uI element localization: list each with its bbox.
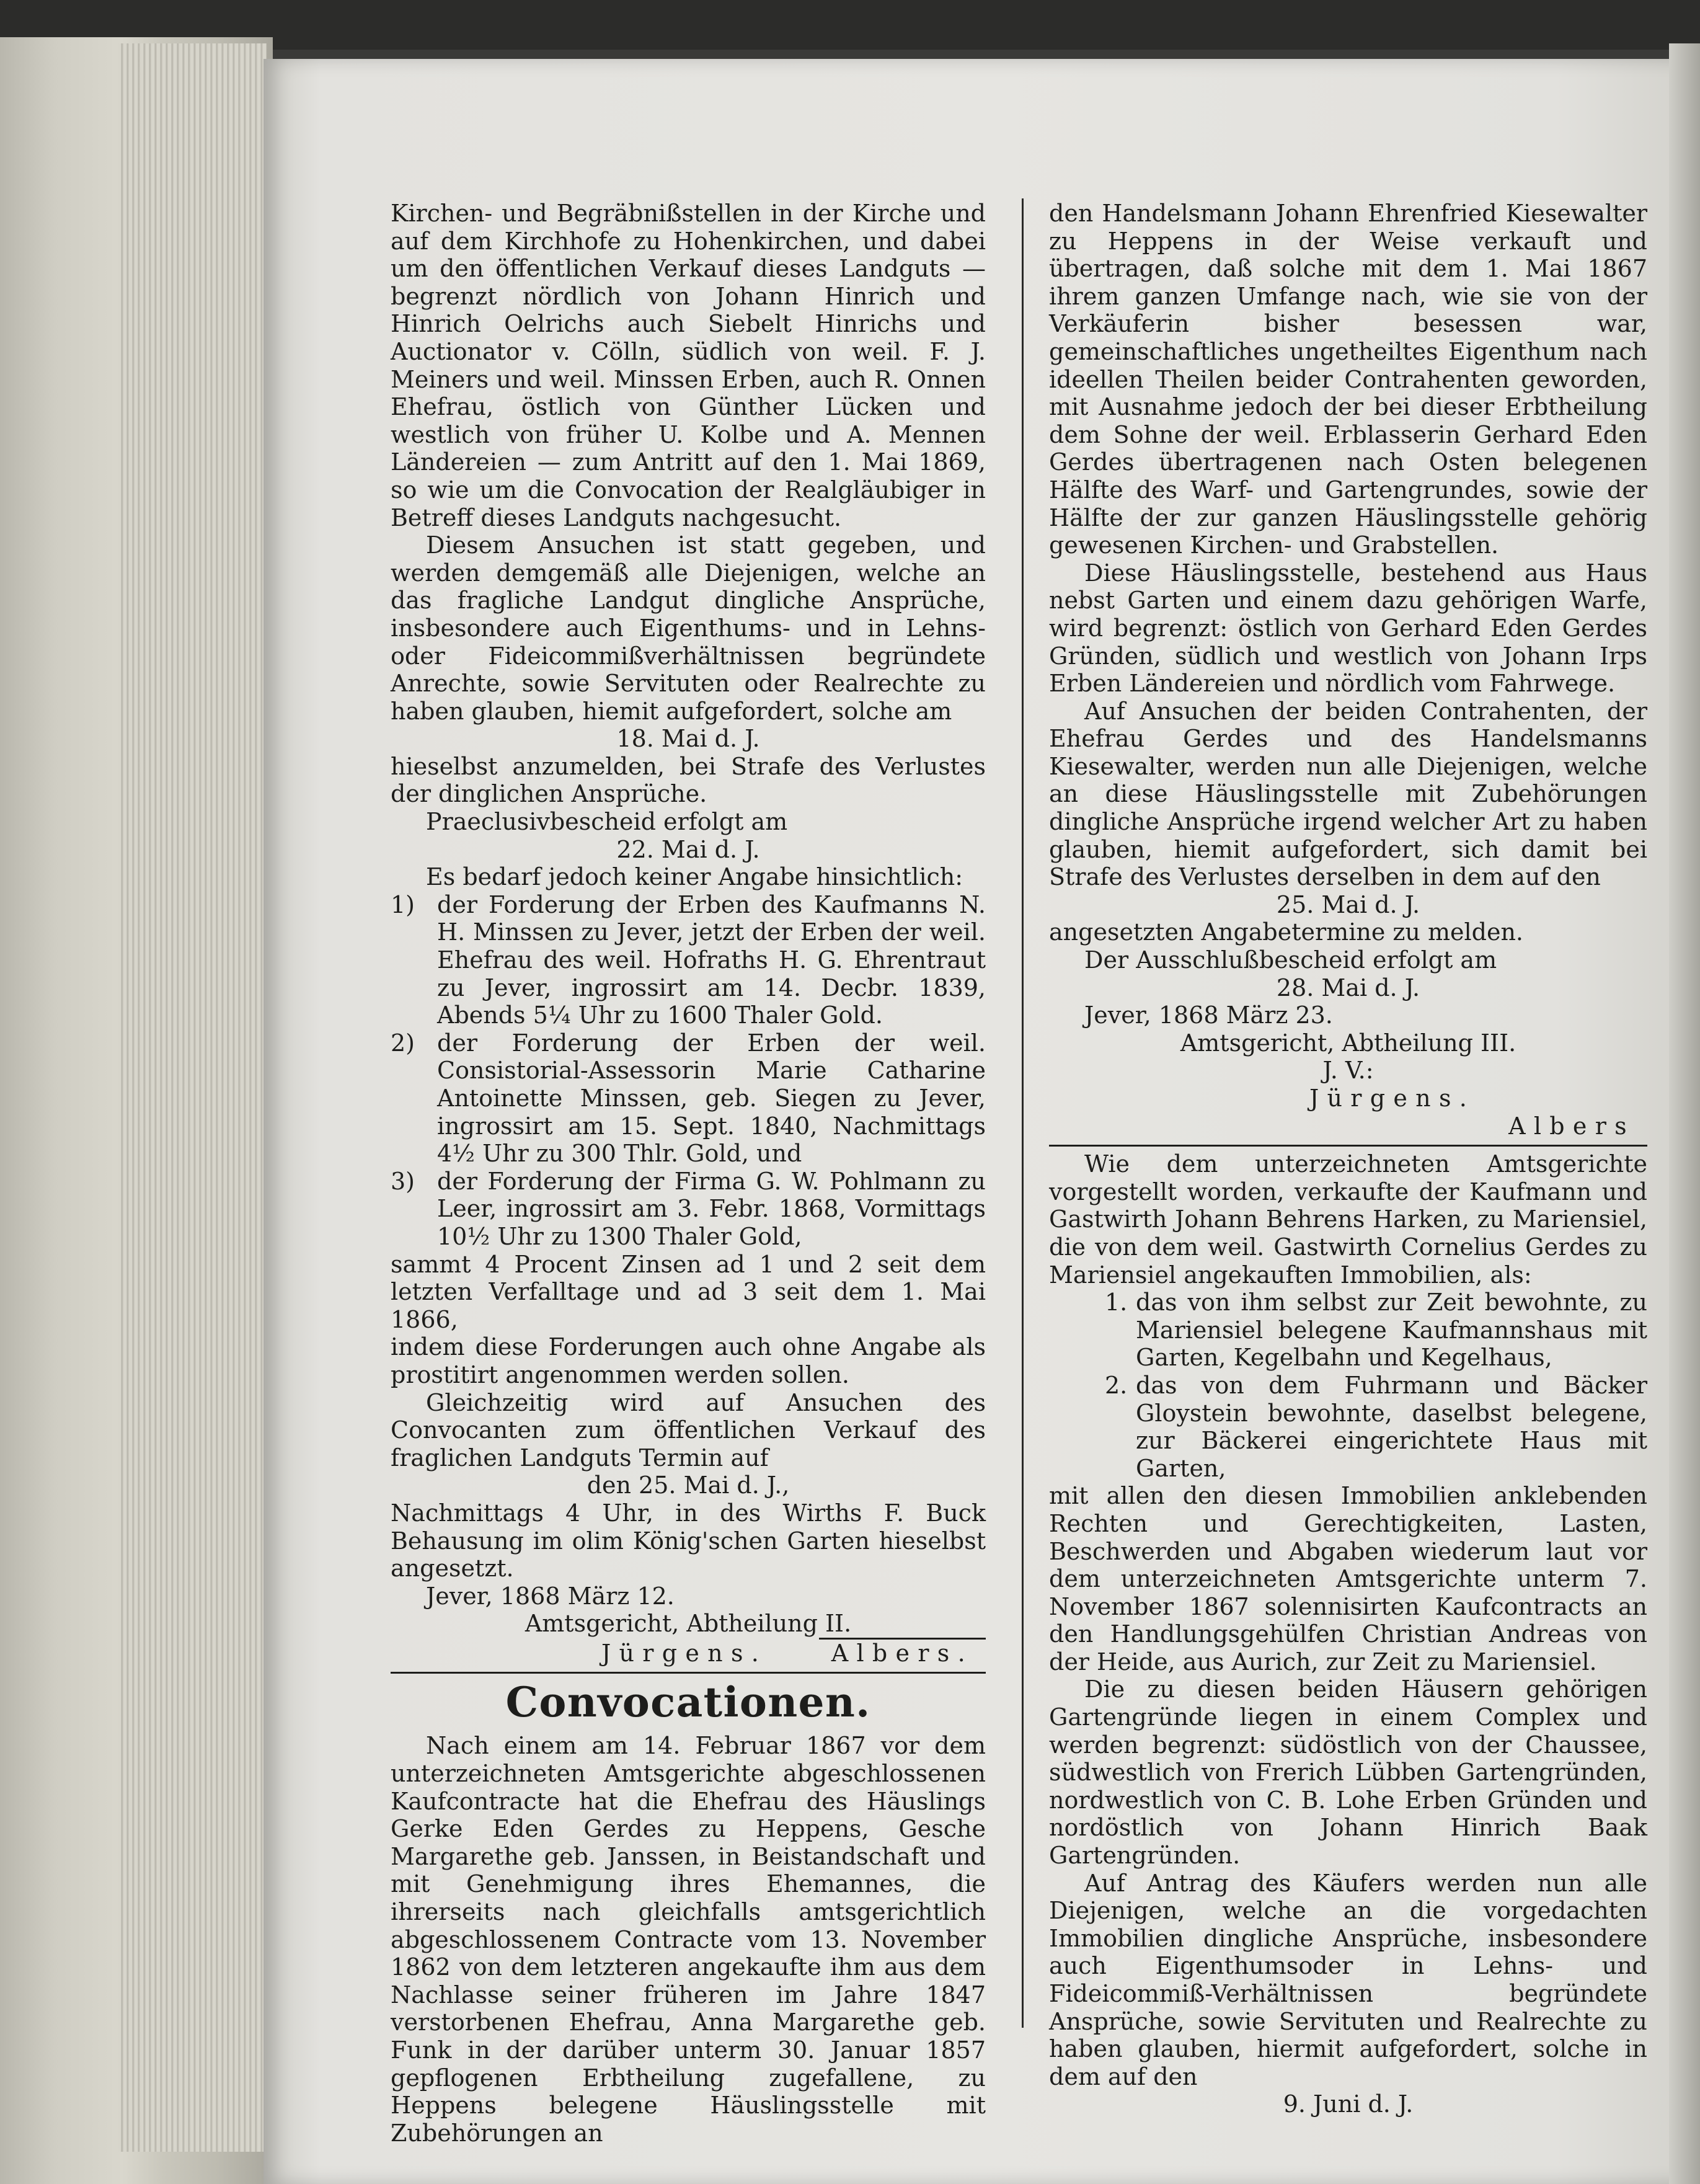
- page-right-edge: [1669, 43, 1700, 2184]
- list-item-text: der Forderung der Erben der weil. Consistorial-Assessorin Marie Catharine Antoinette Minssen, geb. Siegen zu Jever, ingrossirt am 15. Sept. 1840, Nachmittags 4½ Uhr zu 300 Thlr. Gold, und: [437, 1029, 986, 1168]
- left-paragraph-6: sammt 4 Procent Zinsen ad 1 und 2 seit dem letzten Verfalltage und ad 3 seit dem 1. Mai 1866,: [391, 1250, 986, 1333]
- left-paragraph-3: hieselbst anzumelden, bei Strafe des Verlustes der dinglichen Ansprüche.: [391, 752, 986, 808]
- court-line-2: Amtsgericht, Abtheilung III.: [1180, 1029, 1516, 1057]
- place-date-line: Jever, 1868 März 12.: [426, 1582, 675, 1610]
- list-item-number: 2): [391, 1029, 415, 1057]
- signature-row: [391, 1638, 986, 1667]
- list-item: [391, 1168, 986, 1251]
- left-paragraph-4: Praeclusivbescheid erfolgt am: [426, 808, 788, 836]
- signature-juergens-2: Jürgens.: [1309, 1085, 1476, 1112]
- right-column: [1049, 200, 1647, 2118]
- signature-row-2: [1049, 1085, 1647, 1112]
- deadline-date-1: 18. Mai d. J.: [616, 725, 760, 753]
- right-paragraph-8: Die zu diesen beiden Häusern gehörigen Gartengründe liegen in einem Complex und werden begrenzt: südöstlich von der Chaussee, südwestlich von Frerich Lübben Gartengründen, nordwestlich von C. B. Lohe Erben Gründen und nordöstlich von Johann Hinrich Baak Gartengründen.: [1049, 1676, 1647, 1870]
- list-item: [1105, 1289, 1647, 1372]
- list-item-number: 1.: [1105, 1289, 1128, 1316]
- list-item-text: das von ihm selbst zur Zeit bewohnte, zu Mariensiel belegene Kaufmannshaus mit Garten, Kegelbahn und Kegelhaus,: [1136, 1289, 1647, 1372]
- right-paragraph-5: Der Ausschlußbescheid erfolgt am: [1084, 946, 1497, 974]
- deadline-date-4: 28. Mai d. J.: [1276, 974, 1420, 1001]
- right-paragraph-6: Wie dem unterzeichneten Amtsgerichte vorgestellt worden, verkaufte der Kaufmann und Gastwirth Johann Behrens Harken, zu Mariensiel, die von dem weil. Gastwirth Cornelius Gerdes zu Mariensiel angekauften Immobilien, als:: [1049, 1150, 1647, 1289]
- right-paragraph-2: Diese Häuslingsstelle, bestehend aus Haus nebst Garten und einem dazu gehörigen Warfe, wird begrenzt: östlich von Gerhard Eden Gerdes Gründen, südlich und westlich von Johann Irps Erben Ländereien und nördlich vom Fahrwege.: [1049, 559, 1647, 698]
- right-paragraph-7: mit allen den diesen Immobilien anklebenden Rechten und Gerechtigkeiten, Lasten, Beschwerden und Abgaben wiederum laut vor dem unterzeichneten Amtsgerichte unterm 7. November 1867 solennisirten Kaufcontracts an den Handlungsgehülfen Christian Andreas von der Heide, aus Aurich, zur Zeit zu Mariensiel.: [1049, 1482, 1647, 1676]
- signature-juergens: Jürgens.: [601, 1639, 768, 1667]
- court-line: Amtsgericht, Abtheilung II.: [525, 1610, 852, 1638]
- list-item: [391, 1029, 986, 1168]
- right-paragraph-3: Auf Ansuchen der beiden Contrahenten, der Ehefrau Gerdes und des Handelsmanns Kiesewalter, werden nun alle Diejenigen, welche an diese Häuslingsstelle mit Zubehörungen dingliche Ansprüche irgend welcher Art zu haben glauben, hiemit aufgefordert, sich damit bei Strafe des Verlustes derselben in dem auf den: [1049, 697, 1647, 891]
- section-heading: Convocationen.: [505, 1678, 871, 1727]
- signature-albers-2: Albers: [1508, 1112, 1635, 1140]
- left-paragraph-2: Diesem Ansuchen ist statt gegeben, und werden demgemäß alle Diejenigen, welche an das fragliche Landgut dingliche Ansprüche, insbesondere auch Eigenthums- und in Lehns- oder Fideicommißverhältnissen begründete Anrechte, sowie Servituten oder Realrechte zu haben glauben, hiemit aufgefordert, solche am: [391, 531, 986, 725]
- left-paragraph-5: Es bedarf jedoch keiner Angabe hinsichtlich:: [426, 863, 963, 891]
- place-date-line-2: Jever, 1868 März 23.: [1084, 1001, 1333, 1029]
- auction-date: den 25. Mai d. J.,: [587, 1472, 790, 1499]
- list-item-number: 3): [391, 1167, 415, 1195]
- deadline-date-2: 22. Mai d. J.: [616, 835, 760, 863]
- left-paragraph-8: Gleichzeitig wird auf Ansuchen des Convocanten zum öffentlichen Verkauf des fraglichen Landguts Termin auf: [391, 1388, 986, 1472]
- list-item-text: der Forderung der Firma G. W. Pohlmann zu Leer, ingrossirt am 3. Febr. 1868, Vormittags 10½ Uhr zu 1300 Thaler Gold,: [437, 1167, 986, 1250]
- deadline-date-3: 25. Mai d. J.: [1276, 890, 1420, 918]
- right-paragraph-9: Auf Antrag des Käufers werden nun alle Diejenigen, welche an die vorgedachten Immobilien dingliche Ansprüche, insbesondere auch Eigenthumsoder in Lehns- und Fideicommiß-Verhältnissen begründete Ansprüche, sowie Servituten und Realrechte zu haben glauben, hiermit aufgefordert, solche in dem auf den: [1049, 1869, 1647, 2090]
- left-paragraph-9: Nachmittags 4 Uhr, in des Wirths F. Buck Behausung im olim König'schen Garten hieselbst angesetzt.: [391, 1499, 986, 1583]
- signature-row-3: [1049, 1112, 1647, 1140]
- left-column: [391, 200, 986, 2147]
- left-paragraph-7: indem diese Forderungen auch ohne Angabe als prostitirt angenommen werden sollen.: [391, 1333, 986, 1388]
- right-paragraph-1: den Handelsmann Johann Ehrenfried Kiesewalter zu Heppens in der Weise verkauft und übertragen, daß solche mit dem 1. Mai 1867 ihrem ganzen Umfange nach, wie sie von der Verkäuferin bisher besessen war, gemeinschaftliches ungetheiltes Eigenthum nach ideellen Theilen beider Contrahenten geworden, mit Ausnahme jedoch der bei dieser Erbtheilung dem Sohne der weil. Erblasserin Gerhard Eden Gerdes übertragenen nach Osten belegenen Hälfte des Warf- und Gartengrundes, sowie der Hälfte der zur ganzen Häuslingsstelle gehörig gewesenen Kirchen- und Grabstellen.: [1049, 200, 1647, 559]
- page-stack-edge: [118, 43, 267, 2152]
- right-paragraph-4: angesetzten Angabetermine zu melden.: [1049, 918, 1524, 946]
- column-divider: [1022, 198, 1024, 2028]
- list-item-number: 2.: [1105, 1371, 1128, 1399]
- list-item: [1105, 1372, 1647, 1482]
- list-item-text: das von dem Fuhrmann und Bäcker Gloystein bewohnte, daselbst belegene, zur Bäckerei eingerichtete Haus mit Garten,: [1136, 1371, 1647, 1482]
- left-paragraph-1: Kirchen- und Begräbnißstellen in der Kirche und auf dem Kirchhofe zu Hohenkirchen, und dabei um den öffentlichen Verkauf dieses Landguts — begrenzt nördlich von Johann Hinrich und Hinrich Oelrichs auch Siebelt Hinrichs und Auctionator v. Cölln, südlich von weil. F. J. Meiners und weil. Minssen Erben, auch R. Onnen Ehefrau, östlich von Günther Lücken und westlich von früher U. Kolbe und A. Mennen Ländereien — zum Antritt auf den 1. Mai 1869, so wie um die Convocation der Realgläubiger in Betreff dieses Landguts nachgesucht.: [391, 200, 986, 531]
- section-rule: [391, 1672, 986, 1674]
- left-paragraph-10: Nach einem am 14. Februar 1867 vor dem unterzeichneten Amtsgerichte abgeschlossenen Kaufcontracte hat die Ehefrau des Häuslings Gerke Eden Gerdes zu Heppens, Gesche Margarethe geb. Janssen, in Beistandschaft und mit Genehmigung ihres Ehemannes, die ihrerseits nach gleichfalls amtsgerichtlich abgeschlossenem Contracte vom 13. November 1862 von dem letzteren angekaufte ihm aus dem Nachlasse seiner früheren im Jahre 1847 verstorbenen Ehefrau, Anna Margarethe geb. Funk in der darüber unterm 30. Januar 1857 gepflogenen Erbtheilung zugefallene, zu Heppens belegene Häuslingsstelle mit Zubehörungen an: [391, 1732, 986, 2147]
- deadline-date-5: 9. Juni d. J.: [1283, 2090, 1414, 2118]
- section-rule-2: [1049, 1145, 1647, 1147]
- signature-albers: Albers.: [819, 1638, 986, 1667]
- list-item-number: 1): [391, 890, 415, 918]
- deputy-mark: J. V.:: [1322, 1057, 1374, 1085]
- list-item: [391, 891, 986, 1029]
- list-item-text: der Forderung der Erben des Kaufmanns N. H. Minssen zu Jever, jetzt der Erben der weil. Ehefrau des weil. Hofraths H. G. Ehrentraut zu Jever, ingrossirt am 14. Decbr. 1839, Abends 5¼ Uhr zu 1600 Thaler Gold.: [437, 890, 986, 1029]
